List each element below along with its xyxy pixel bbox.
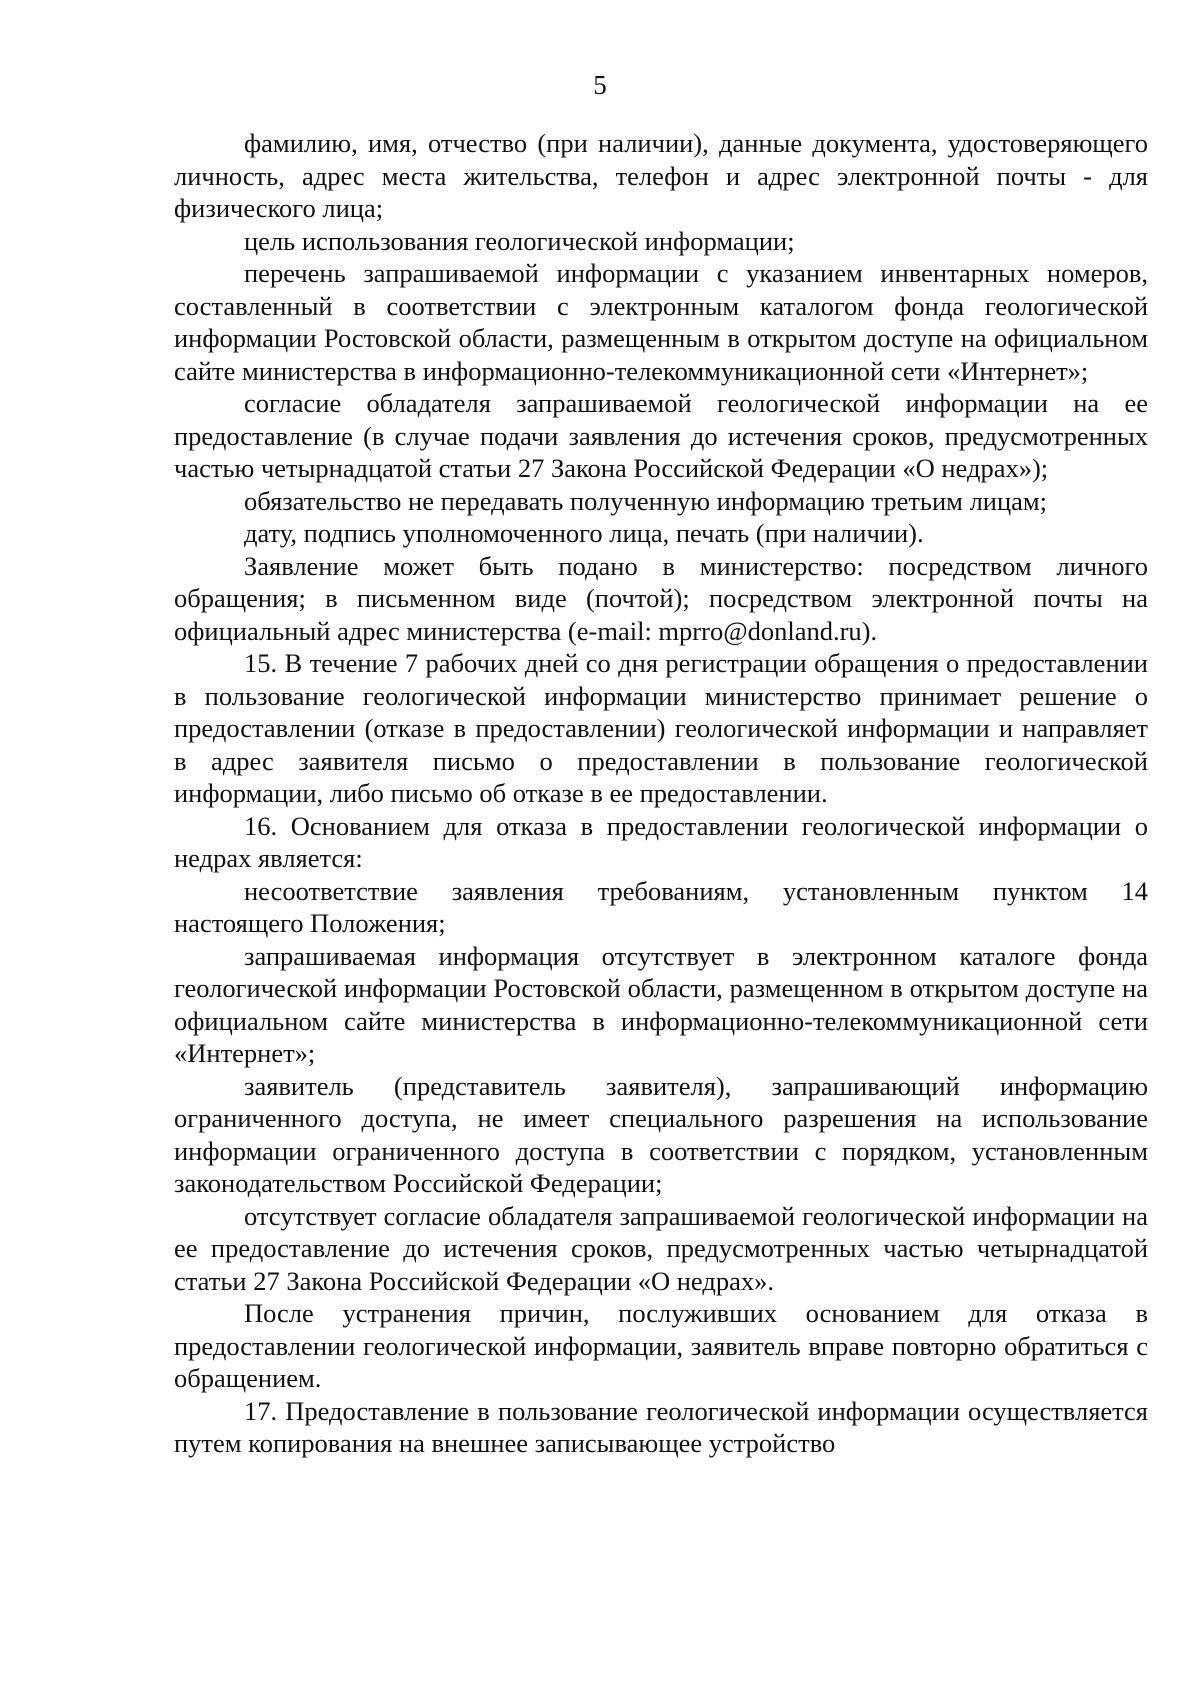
paragraph-purpose: цель использования геологической информации; (244, 225, 795, 256)
paragraph-refusal-reason-1: несоответствие заявления требованиям, установленным пунктом 14 настоящего Положения; (174, 875, 1148, 938)
paragraph-non-disclosure: обязательство не передавать полученную информацию третьим лицам; (244, 485, 1048, 516)
paragraph-refusal-reason-3: заявитель (представитель заявителя), запрашивающий информацию ограниченного доступа, не имеет специального разрешения на использование информации ограниченного доступа в соответствии с порядком, установленным законодательством Российской Федерации; (174, 1070, 1148, 1198)
paragraph-submission-methods: Заявление может быть подано в министерство: посредством личного обращения; в письменном виде (почтой); посредством электронной почты на официальный адрес министерства (e-mail: mprro@donland.ru). (174, 550, 1148, 646)
paragraph-requested-list: перечень запрашиваемой информации с указанием инвентарных номеров, составленный в соответствии с электронным каталогом фонда геологической информации Ростовской области, размещенным в открытом доступе на официальном сайте министерства в информационно-телекоммуникационной сети «Интернет»; (174, 258, 1148, 386)
paragraph-item-15: 15. В течение 7 рабочих дней со дня регистрации обращения о предоставлении в пользование геологической информации министерство принимает решение о предоставлении (отказе в предоставлении) геологической информации и направляет в адрес заявителя письмо о предоставлении в пользование геологической информации, либо письмо об отказе в ее предоставлении. (174, 648, 1148, 808)
page-number: 5 (593, 70, 607, 100)
paragraph-reapply: После устранения причин, послуживших основанием для отказа в предоставлении геологической информации, заявитель вправе повторно обратиться с обращением. (174, 1298, 1148, 1393)
paragraph-refusal-reason-4: отсутствует согласие обладателя запрашиваемой геологической информации на ее предоставление до истечения сроков, предусмотренных частью четырнадцатой статьи 27 Закона Российской Федерации «О недрах». (174, 1200, 1148, 1296)
paragraph-item-17: 17. Предоставление в пользование геологической информации осуществляется путем копирования на внешнее записывающее устройство (174, 1395, 1148, 1458)
paragraph-date-signature: дату, подпись уполномоченного лица, печать (при наличии). (244, 518, 924, 548)
paragraph-item-16: 16. Основанием для отказа в предоставлении геологической информации о недрах является: (174, 810, 1148, 873)
paragraph-refusal-reason-2: запрашиваемая информация отсутствует в электронном каталоге фонда геологической информации Ростовской области, размещенном в открытом доступе на официальном сайте министерства в информационно-телекоммуникационной сети «Интернет»; (174, 940, 1148, 1068)
paragraph-owner-consent: согласие обладателя запрашиваемой геологической информации на ее предоставление (в случае подачи заявления до истечения сроков, предусмотренных частью четырнадцатой статьи 27 Закона Российской Федерации «О недрах»); (174, 388, 1148, 483)
paragraph-applicant-individual-details: фамилию, имя, отчество (при наличии), данные документа, удостоверяющего личность, адрес места жительства, телефон и адрес электронной почты - для физического лица; (174, 128, 1148, 223)
document-body (174, 127, 1148, 1460)
